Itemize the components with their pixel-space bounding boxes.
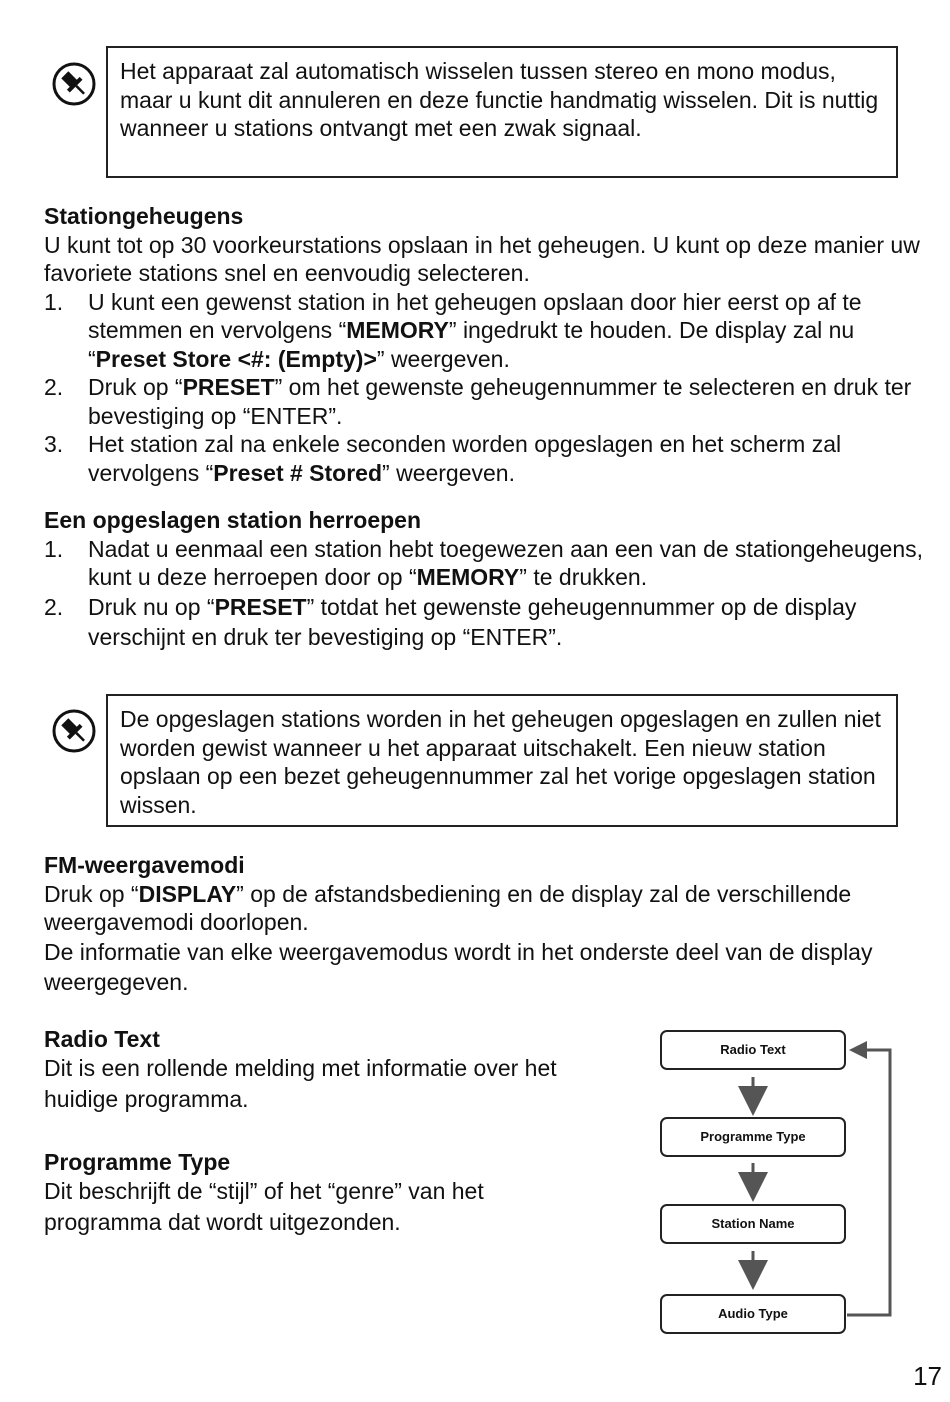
arrow-loop: [847, 1050, 890, 1315]
page-number: 17: [913, 1361, 942, 1391]
section-fm-modes: [44, 851, 924, 997]
flow-box-station-name: Station Name: [660, 1204, 846, 1244]
paragraph: Dit is een rollende melding met informatie over het huidige programma.: [44, 1055, 557, 1112]
step-list: [44, 288, 924, 488]
display-mode-flow: [655, 1025, 915, 1345]
flow-box-radio-text: Radio Text: [660, 1030, 846, 1070]
list-item: 1. Nadat u eenmaal een station hebt toegewezen aan een van de stationgeheugens, kunt u deze herroepen door op “MEMORY” te drukken.: [44, 535, 924, 590]
paragraph: De informatie van elke weergavemodus wordt in het onderste deel van de display weergegeven.: [44, 938, 873, 995]
flow-box-audio-type: Audio Type: [660, 1294, 846, 1334]
section-title: FM-weergavemodi: [44, 852, 245, 878]
note-text: Het apparaat zal automatisch wisselen tussen stereo en mono modus, maar u kunt dit annuleren en deze functie handmatig wisselen. Dit is nuttig wanneer u stations ontvangt met een zwak signaal.: [120, 58, 879, 141]
pushpin-icon: [52, 62, 96, 106]
section-title: Radio Text: [44, 1026, 160, 1052]
list-item: 2. Druk nu op “PRESET” totdat het gewenste geheugennummer op de display verschijnt en druk ter bevestiging op “ENTER”.: [44, 593, 857, 650]
arrow-loop-head: [849, 1041, 867, 1059]
section-title: Stationgeheugens: [44, 203, 244, 229]
step-list: [44, 535, 924, 652]
section-title: Een opgeslagen station herroepen: [44, 507, 422, 533]
note-box-stereo: [106, 46, 898, 178]
flow-box-programme-type: Programme Type: [660, 1117, 846, 1157]
note-text: De opgeslagen stations worden in het geheugen opgeslagen en zullen niet worden gewist wanneer u het apparaat uitschakelt. Een nieuw station opslaan op een bezet geheugennummer zal het vorige opgeslagen station wissen.: [120, 706, 881, 818]
list-item: 1. U kunt een gewenst station in het geheugen opslaan door hier eerst op af te stemmen en vervolgens “MEMORY” ingedrukt te houden. De display zal nu “Preset Store <#: (Empty)>” weergeven.: [44, 288, 862, 372]
pushpin-icon: [52, 709, 96, 753]
list-item: 3. Het station zal na enkele seconden worden opgeslagen en het scherm zal vervolgens “Preset # Stored” weergeven.: [44, 431, 842, 486]
paragraph: Druk op “DISPLAY” op de afstandsbediening en de display zal de verschillende weergavemodi doorlopen.: [44, 880, 852, 935]
paragraph: Dit beschrijft de “stijl” of het “genre” van het programma dat wordt uitgezonden.: [44, 1178, 484, 1235]
section-programme-type: [44, 1148, 604, 1238]
section-title: Programme Type: [44, 1149, 231, 1175]
section-recall: [44, 506, 924, 652]
section-presets: [44, 202, 924, 487]
section-radio-text: [44, 1025, 634, 1115]
note-box-memory: [106, 694, 898, 827]
list-item: 2. Druk op “PRESET” om het gewenste geheugennummer te selecteren en druk ter bevestiging op “ENTER”.: [44, 374, 912, 429]
section-intro: U kunt tot op 30 voorkeurstations opslaan in het geheugen. U kunt op deze manier uw favoriete stations snel en eenvoudig selecteren.: [44, 231, 920, 286]
